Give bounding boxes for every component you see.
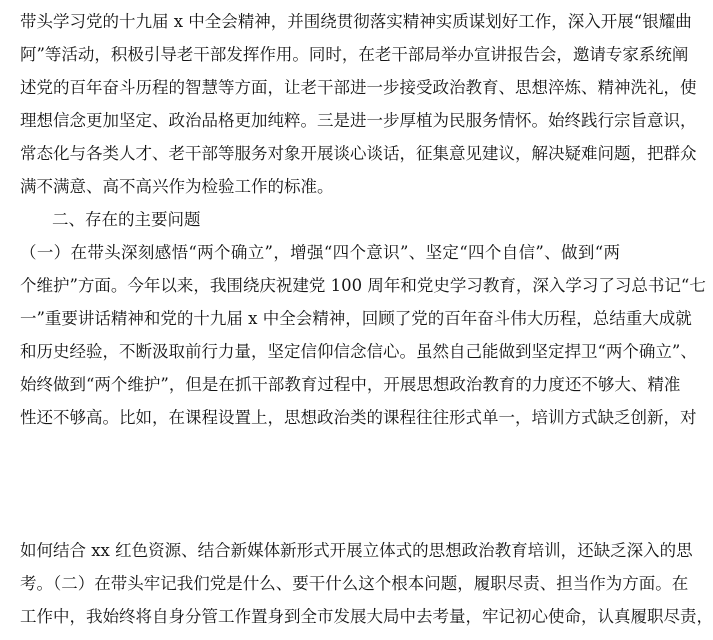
text-line: 常态化与各类人才、老干部等服务对象开展谈心谈话，征集意见建议，解决疑难问题，把群众 [20, 144, 697, 163]
text-line: 满不满意、高不高兴作为检验工作的标准。 [20, 177, 334, 196]
text-line: 个维护”方面。今年以来，我围绕庆祝建党 100 周年和党史学习教育，深入学习了习总书记“七 [20, 276, 706, 295]
text-line: 阿”等活动，积极引导老干部发挥作用。同时，在老干部局举办宣讲报告会，邀请专家系统阐 [20, 45, 689, 64]
text-line: 性还不够高。比如，在课程设置上，思想政治类的课程往往形式单一，培训方式缺乏创新，对 [20, 408, 697, 427]
text-line: 如何结合 xx 红色资源、结合新媒体新形式开展立体式的思想政治教育培训，还缺乏深入的思 [20, 541, 693, 560]
text-line: 一”重要讲话精神和党的十九届 x 中全会精神，回顾了党的百年奋斗伟大历程，总结重大成就 [20, 309, 692, 328]
text-line: 带头学习党的十九届 x 中全会精神，并围绕贯彻落实精神实质谋划好工作，深入开展“银耀曲 [20, 12, 692, 31]
section-heading: 二、存在的主要问题 [52, 210, 201, 229]
text-line: 始终做到“两个维护”，但是在抓干部教育过程中，开展思想政治教育的力度还不够大、精准 [20, 375, 681, 394]
text-line: （一）在带头深刻感悟“两个确立”，增强“四个意识”、坚定“四个自信”、做到“两 [20, 243, 620, 262]
text-line: 和历史经验，不断汲取前行力量，坚定信仰信念信心。虽然自己能做到坚定捍卫“两个确立”、 [20, 342, 697, 361]
text-line: 述党的百年奋斗历程的智慧等方面，让老干部进一步接受政治教育、思想淬炼、精神洗礼，使 [20, 78, 697, 97]
text-line: 考。（二）在带头牢记我们党是什么、要干什么这个根本问题，履职尽责、担当作为方面。在 [20, 574, 689, 593]
text-line: 理想信念更加坚定、政治品格更加纯粹。三是进一步厚植为民服务情怀。始终践行宗旨意识， [20, 111, 697, 130]
text-line: 工作中，我始终将自身分管工作置身到全市发展大局中去考量，牢记初心使命，认真履职尽责， [20, 607, 713, 626]
